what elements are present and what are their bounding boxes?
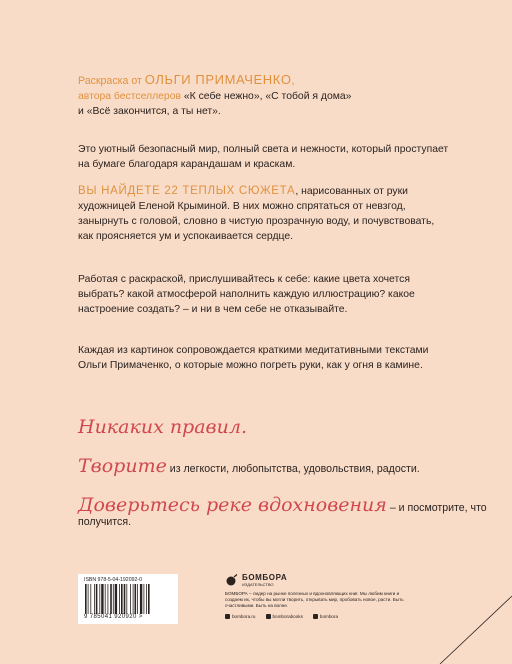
- barcode-digits: 9 785041 920920 >: [84, 614, 143, 620]
- publisher-block: [225, 573, 425, 619]
- script-create: Творите: [78, 455, 167, 477]
- globe-icon: [225, 614, 230, 619]
- paragraph-meditative-texts: Каждая из картинок сопровождается краткими медитативными текстами Ольги Примаченко, о которые можно погреть руки, как у огня в камине.: [78, 345, 429, 371]
- script-trust-line: [78, 494, 512, 528]
- trust-rest: – и посмотрите, что получится.: [78, 502, 487, 528]
- vk-icon: [266, 614, 271, 619]
- publisher-logo: [225, 573, 425, 587]
- intro-prefix: Раскраска от: [78, 75, 142, 87]
- publisher-sub: ИЗДАТЕЛЬСТВО: [242, 582, 274, 587]
- paragraph-intro-world: Это уютный безопасный мир, полный света и нежности, который проступает на бумаге благодаря карандашам и краскам.: [78, 144, 449, 170]
- social-site[interactable]: [225, 614, 256, 619]
- social-site-label: bombora.ru: [232, 613, 256, 619]
- social-vk-label: bomborabooks: [272, 613, 303, 619]
- social-links: [225, 614, 425, 619]
- intro-comma: ,: [291, 75, 295, 87]
- author-name: ОЛЬГИ ПРИМАЧЕНКО: [144, 72, 292, 87]
- social-vk[interactable]: [266, 614, 303, 619]
- bestseller-titles-1: «К себе нежно», «С тобой я дома»: [183, 91, 352, 102]
- script-create-line: [78, 455, 420, 477]
- create-rest: из легкости, любопытства, удовольствия, радости.: [166, 463, 420, 475]
- isbn-number: ISBN 978-5-04-192092-0: [84, 577, 142, 583]
- publisher-description: БОМБОРА – лидер на рынке полезных и вдохновляющих книг. Мы любим книги и создаем их, чтобы вы могли творить, открывать мир, пробовать новое, расти. Быть счастливыми. Быть на волне.: [225, 591, 404, 609]
- script-trust: Доверьтесь реке вдохновения: [78, 494, 387, 516]
- bomb-logo-icon: [225, 574, 239, 586]
- plots-lead: ВЫ НАЙДЕТЕ 22 ТЕПЛЫХ СЮЖЕТА: [78, 185, 296, 197]
- intro-author-line: [78, 72, 450, 89]
- intro-titles-line: [78, 89, 450, 104]
- author-role: автора бестселлеров: [78, 91, 181, 102]
- paragraph-listen-yourself: Работая с раскраской, прислушивайтесь к себе: какие цвета хочется выбрать? какой атмосферой наполнить каждую иллюстрацию? какое настроение создать? – и ни в чем себе не отказывайте.: [78, 274, 415, 315]
- script-no-rules: Никаких правил.: [78, 416, 247, 438]
- bestseller-titles-2: и «Всё закончится, а ты нет».: [78, 106, 221, 117]
- plots-rest: , нарисованных от руки художницей Еленой Крыминой. В них можно спрятаться от невзгод, занырнуть с головой, словно в чистую прозрачную воду, и почувствовать, как проясняется ум и успокаивается сердце.: [78, 186, 435, 242]
- telegram-icon: [313, 614, 318, 619]
- paragraph-plots: [78, 184, 450, 244]
- intro-block: [78, 72, 450, 119]
- barcode: [78, 574, 178, 624]
- barcode-bars: [84, 584, 172, 614]
- publisher-brand: БОМБОРА: [242, 573, 288, 582]
- social-telegram-label: bombora: [319, 613, 339, 619]
- social-telegram[interactable]: [313, 614, 338, 619]
